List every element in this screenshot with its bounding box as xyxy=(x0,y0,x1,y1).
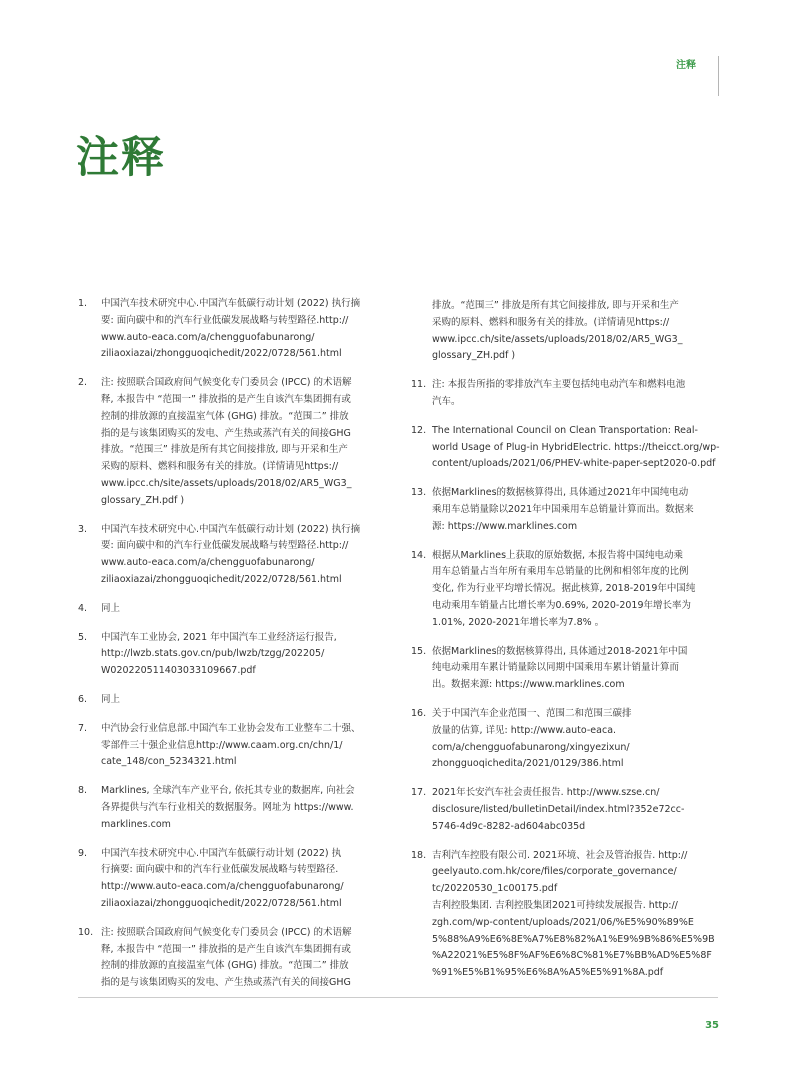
note-text: 依据Marklines的数据核算得出, 具体通过2021年中国纯电动 乘用车总销量除以2021年中国乘用车总销量计算而出。数据来 源: https://www.marklines.com xyxy=(432,487,694,532)
note-item xyxy=(411,785,723,835)
note-continuation xyxy=(411,298,723,365)
note-text: The International Council on Clean Transportation: Real- world Usage of Plug-in HybridElectric. https://theicct.org/wp- content/uploads/2021/06/PHEV-white-paper-sept2020-0.pdf xyxy=(432,424,720,470)
note-text: 依据Marklines的数据核算得出, 具体通过2018-2021年中国 纯电动乘用车累计销量除以同期中国乘用车累计销量计算而 出。数据来源: https://www.marklines.com xyxy=(432,645,688,691)
note-number: 9. xyxy=(78,847,88,859)
note-number: 3. xyxy=(78,523,88,535)
note-item xyxy=(411,848,723,982)
note-item xyxy=(78,522,390,589)
note-text: Marklines, 全球汽车产业平台, 依托其专业的数据库, 向社会 各界提供与汽车行业相关的数据服务。网址为 https://www. marklines.com xyxy=(101,785,355,830)
note-text: 中国汽车工业协会, 2021 年中国汽车工业经济运行报告, http://lwzb.stats.gov.cn/pub/lwzb/tzgg/202205/ W020220511403033109667.pdf xyxy=(101,631,337,677)
note-item xyxy=(411,548,723,632)
note-item xyxy=(78,692,390,709)
note-text: 中国汽车技术研究中心.中国汽车低碳行动计划 (2022) 执行摘 要: 面向碳中和的汽车行业低碳发展战略与转型路径.http:// www.auto-eaca.com/a/chengguofabunarong/ ziliaoxiazai/zhongguoqichedit/2022/0728/561.html xyxy=(101,523,361,585)
notes-column-right xyxy=(411,298,723,994)
note-number: 13. xyxy=(411,487,427,499)
note-number: 5. xyxy=(78,631,88,643)
note-number: 15. xyxy=(411,645,427,657)
note-number: 16. xyxy=(411,707,427,719)
notes-column-left xyxy=(78,296,390,1004)
note-text: 中汽协会行业信息部.中国汽车工业协会发布工业整车二十强、 零部件三十强企业信息http://www.caam.org.cn/chn/1/ cate_148/con_5234321.html xyxy=(101,722,361,768)
page-title: 注释 xyxy=(76,133,166,183)
note-item xyxy=(78,296,390,363)
header-divider xyxy=(718,56,719,96)
note-item xyxy=(78,721,390,771)
note-text: 吉利汽车控股有限公司. 2021环境、社会及管治报告. http:// geelyauto.com.hk/core/files/corporate_governance/ tc/20220530_1c00175.pdf 吉利控股集团. 吉利控股集团2021可持续发展报告. http:// zgh.com/wp-content/uploads/2021/06/%E5%90%89%E 5%88%A9%E6%8E%A7%E8%82%A1%E9%9B%86%E5%9B %A22021%E5%8F%AF%E6%8C%81%E7%BB%AD%E5%8F %91%E5%B1%95%E6%8A%A5%E5%91%8A.pdf xyxy=(432,849,715,979)
header-section-label: 注释 xyxy=(676,60,696,71)
note-number: 4. xyxy=(78,602,88,614)
note-item xyxy=(78,925,390,992)
note-number: 14. xyxy=(411,549,427,561)
note-item xyxy=(78,630,390,680)
note-item xyxy=(78,846,390,913)
page-number: 35 xyxy=(705,1020,719,1031)
note-text: 排放。“范围三” 排放是所有其它间接排放, 即与开采和生产 采购的原料、燃料和服务有关的排放。(详情请见https:// www.ipcc.ch/site/assets/uploads/2018/02/AR5_WG3_ glossary_ZH.pdf ) xyxy=(432,300,683,362)
note-item xyxy=(411,706,723,773)
note-text: 同上 xyxy=(101,602,121,614)
note-text: 中国汽车技术研究中心.中国汽车低碳行动计划 (2022) 执 行摘要: 面向碳中和的汽车行业低碳发展战略与转型路径. http://www.auto-eaca.com/a/chengguofabunarong/ ziliaoxiazai/zhongguoqichedit/2022/0728/561.html xyxy=(101,847,344,909)
note-number: 8. xyxy=(78,785,88,797)
note-item xyxy=(411,423,723,473)
note-text: 注: 本报告所指的零排放汽车主要包括纯电动汽车和燃料电池 汽车。 xyxy=(432,379,686,407)
note-item xyxy=(78,375,390,509)
note-text: 注: 按照联合国政府间气候变化专门委员会 (IPCC) 的术语解 释, 本报告中 “范围一” 排放指的是产生自该汽车集团拥有或 控制的排放源的直接温室气体 (GHG) 排放。“范围二” 排放 指的是与该集团购买的发电、产生热或蒸汽有关的间接GHG 排放。“范围三” 排放是所有其它间接排放, 即与开采和生产 采购的原料、燃料和服务有关的排放。(详情请见https:// www.ipcc.ch/site/assets/uploads/2018/02/AR5_WG3_ glossary_ZH.pdf ) xyxy=(101,377,352,506)
note-number: 18. xyxy=(411,849,427,861)
note-item xyxy=(411,485,723,535)
note-text: 关于中国汽车企业范围一、范围二和范围三碳排 放量的估算, 详见: http://www.auto-eaca. com/a/chengguofabunarong/xingyezixun/ zhongguoqichedita/2021/0129/386.html xyxy=(432,707,632,770)
note-text: 注: 按照联合国政府间气候变化专门委员会 (IPCC) 的术语解 释, 本报告中 “范围一” 排放指的是产生自该汽车集团拥有或 控制的排放源的直接温室气体 (GHG) 排放。“范围二” 排放 指的是与该集团购买的发电、产生热或蒸汽有关的间接GHG xyxy=(101,926,352,989)
note-text: 根据从Marklines上获取的原始数据, 本报告将中国纯电动乘 用车总销量占当年所有乘用车总销量的比例和相邻年度的比例 变化, 作为行业平均增长情况。据此核算, 2018-2019年中国纯 电动乘用车销量占比增长率为0.69%, 2020-2019年增长率为 1.01%, 2020-2021年增长率为7.8% 。 xyxy=(432,549,696,628)
note-item xyxy=(78,601,390,618)
note-number: 17. xyxy=(411,787,427,799)
note-number: 11. xyxy=(411,379,427,391)
note-text: 同上 xyxy=(101,693,121,705)
note-number: 1. xyxy=(78,298,88,309)
note-item xyxy=(411,644,723,694)
note-item xyxy=(411,377,723,411)
note-text: 2021年长安汽车社会责任报告. http://www.szse.cn/ disclosure/listed/bulletinDetail/index.html?352e72cc- 5746-4d9c-8282-ad604abc035d xyxy=(432,787,685,832)
note-number: 7. xyxy=(78,722,88,734)
note-text: 中国汽车技术研究中心.中国汽车低碳行动计划 (2022) 执行摘 要: 面向碳中和的汽车行业低碳发展战略与转型路径.http:// www.auto-eaca.com/a/chengguofabunarong/ ziliaoxiazai/zhongguoqichedit/2022/0728/561.html xyxy=(101,298,361,360)
note-number: 2. xyxy=(78,377,88,389)
note-number: 6. xyxy=(78,693,88,705)
note-number: 10. xyxy=(78,926,94,938)
note-number: 12. xyxy=(411,424,427,436)
note-item xyxy=(78,783,390,833)
footer-divider xyxy=(78,997,718,998)
